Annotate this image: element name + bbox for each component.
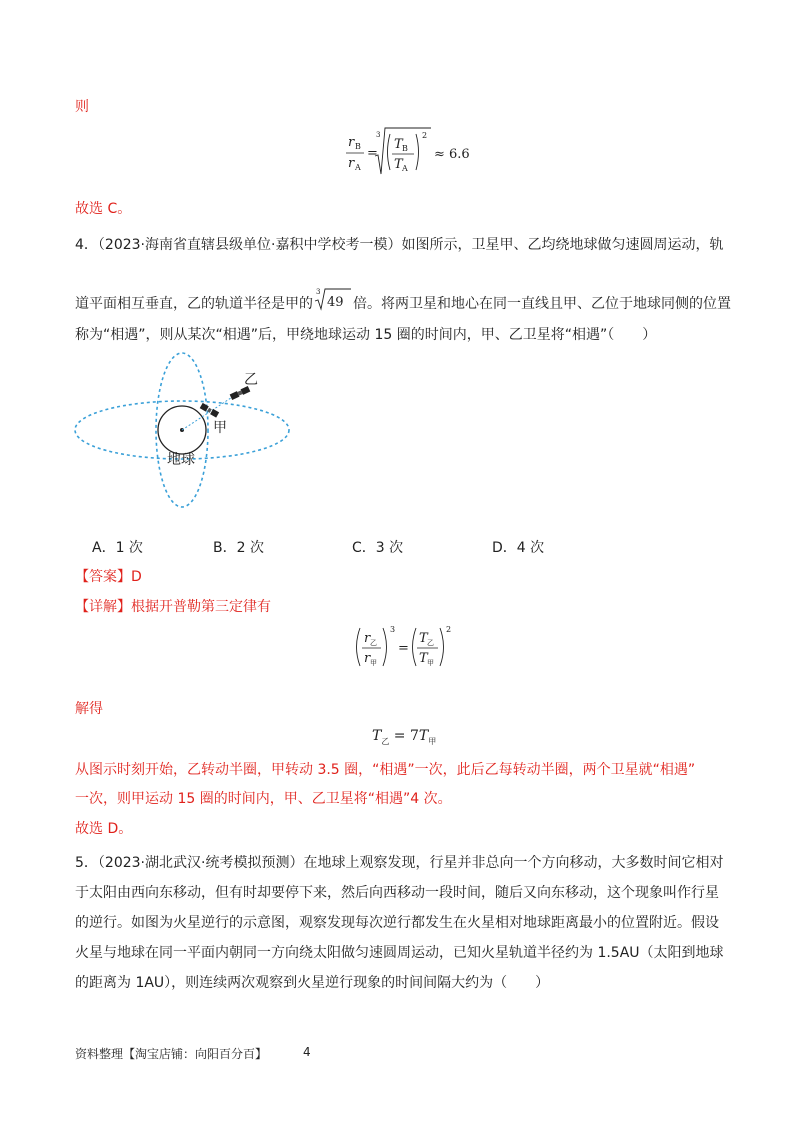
page-number: 4 [303, 1045, 311, 1059]
svg-text:=: = [367, 146, 378, 161]
eq1-t-den-sub: A [402, 164, 408, 173]
eq1-r-num-sub: B [355, 142, 361, 151]
option-c[interactable]: C．3 次 [352, 540, 404, 556]
eq2-r-sub-top: 乙 [370, 639, 377, 647]
question-4-line-3: 称为“相遇”，则从某次“相遇”后，甲绕地球运动 15 圈的时间内，甲、乙卫星将“相遇”（ ） [75, 327, 657, 343]
question-5-line-2: 于太阳由西向东移动，但有时却要停下来，然后向西移动一段时间，随后又向东移动，这个现象叫作行星 [75, 885, 719, 901]
detail-label: 【详解】根据开普勒第三定律有 [75, 599, 271, 615]
intro-word: 则 [75, 99, 89, 115]
answer-label: 【答案】D [75, 569, 142, 585]
question-4-source: （2023·海南省直辖县级单位·嘉积中学校考一模） [97, 237, 402, 253]
label-yi: 乙 [244, 372, 258, 388]
question-5-text-1: 在地球上观察发现，行星并非总向一个方向移动，大多数时间它相对 [303, 855, 724, 871]
option-b[interactable]: B．2 次 [213, 540, 264, 556]
eq3-mid: = 7 [389, 728, 419, 744]
eq1-r-den: r [348, 156, 355, 171]
eq2-r-bot: r [364, 651, 371, 666]
option-a[interactable]: A．1 次 [92, 540, 143, 556]
satellite-yi-icon [230, 386, 251, 400]
root-value: 49 [327, 295, 344, 310]
question-5-number: 5． [75, 855, 98, 871]
question-5-line-5: 的距离为 1AU），则连续两次观察到火星逆行现象的时间间隔大约为（ ） [75, 975, 550, 991]
answer-choice-d: 故选 D。 [75, 821, 133, 837]
question-5-line-4: 火星与地球在同一平面内朝同一方向绕太阳做匀速圆周运动，已知火星轨道半径约为 1.5AU（太阳到地球 [75, 945, 724, 961]
explanation-line-1: 从图示时刻开始，乙转动半圈，甲转动 3.5 圈，“相遇”一次，此后乙每转动半圈，两个卫星就“相遇” [75, 762, 696, 778]
question-5-source: （2023·湖北武汉·统考模拟预测） [97, 855, 304, 871]
eq3-lhs: T [372, 728, 382, 744]
question-4-text-1: 如图所示，卫星甲、乙均绕地球做匀速圆周运动，轨 [401, 237, 724, 253]
equation-kepler-ratio [330, 122, 480, 178]
eq1-r-den-sub: A [355, 163, 361, 172]
eq2-t-bot: T [419, 651, 428, 666]
eq3-rhs-sub: 甲 [428, 736, 437, 746]
explanation-line-2: 一次，则甲运动 15 圈的时间内，甲、乙卫星将“相遇”4 次。 [75, 791, 452, 807]
satellite-jia-icon [200, 403, 219, 418]
eq3-lhs-sub: 乙 [381, 736, 390, 746]
eq2-t-sub-bot: 甲 [427, 659, 434, 667]
equation-kepler-third-law [350, 622, 460, 672]
eq1-cube-index: 3 [376, 131, 381, 139]
eq1-t-den: T [394, 157, 403, 172]
question-4-line-2 [75, 286, 731, 314]
question-4-text-2b: 倍。将两卫星和地心在同一直线且甲、乙位于地球同侧的位置 [353, 296, 731, 312]
solve-label: 解得 [75, 701, 103, 717]
equation-period-result [372, 728, 436, 747]
eq1-approx: ≈ 6.6 [434, 147, 470, 162]
label-earth: 地球 [167, 452, 195, 468]
cube-root-49 [313, 286, 353, 312]
question-4-number: 4． [75, 237, 98, 253]
eq2-t-sub-top: 乙 [427, 639, 434, 647]
eq2-r-sub-bot: 甲 [370, 659, 377, 667]
label-jia: 甲 [213, 420, 227, 436]
eq2-exp-right: 2 [446, 625, 452, 634]
orbit-diagram [70, 350, 300, 520]
eq2-r-top: r [364, 631, 371, 646]
question-5-line-1 [75, 853, 723, 873]
root-index: 3 [316, 288, 321, 296]
question-4-line-1 [75, 235, 723, 255]
eq3-rhs: T [418, 728, 429, 744]
svg-text:=: = [398, 641, 409, 656]
eq1-t-num: T [394, 137, 403, 152]
question-4-text-2a: 道平面相互垂直，乙的轨道半径是甲的 [75, 296, 313, 312]
option-d[interactable]: D．4 次 [492, 540, 545, 556]
question-5-line-3: 的逆行。如图为火星逆行的示意图，观察发现每次逆行都发生在火星相对地球距离最小的位置附近。假设 [75, 915, 719, 931]
eq1-t-num-sub: B [402, 144, 408, 153]
eq1-exp: 2 [422, 131, 428, 140]
eq1-r-num: r [348, 135, 355, 150]
eq2-exp-left: 3 [390, 625, 396, 634]
answer-choice-c: 故选 C。 [75, 201, 132, 217]
footer-source: 资料整理【淘宝店铺：向阳百分百】 [75, 1047, 268, 1061]
eq2-t-top: T [419, 631, 428, 646]
